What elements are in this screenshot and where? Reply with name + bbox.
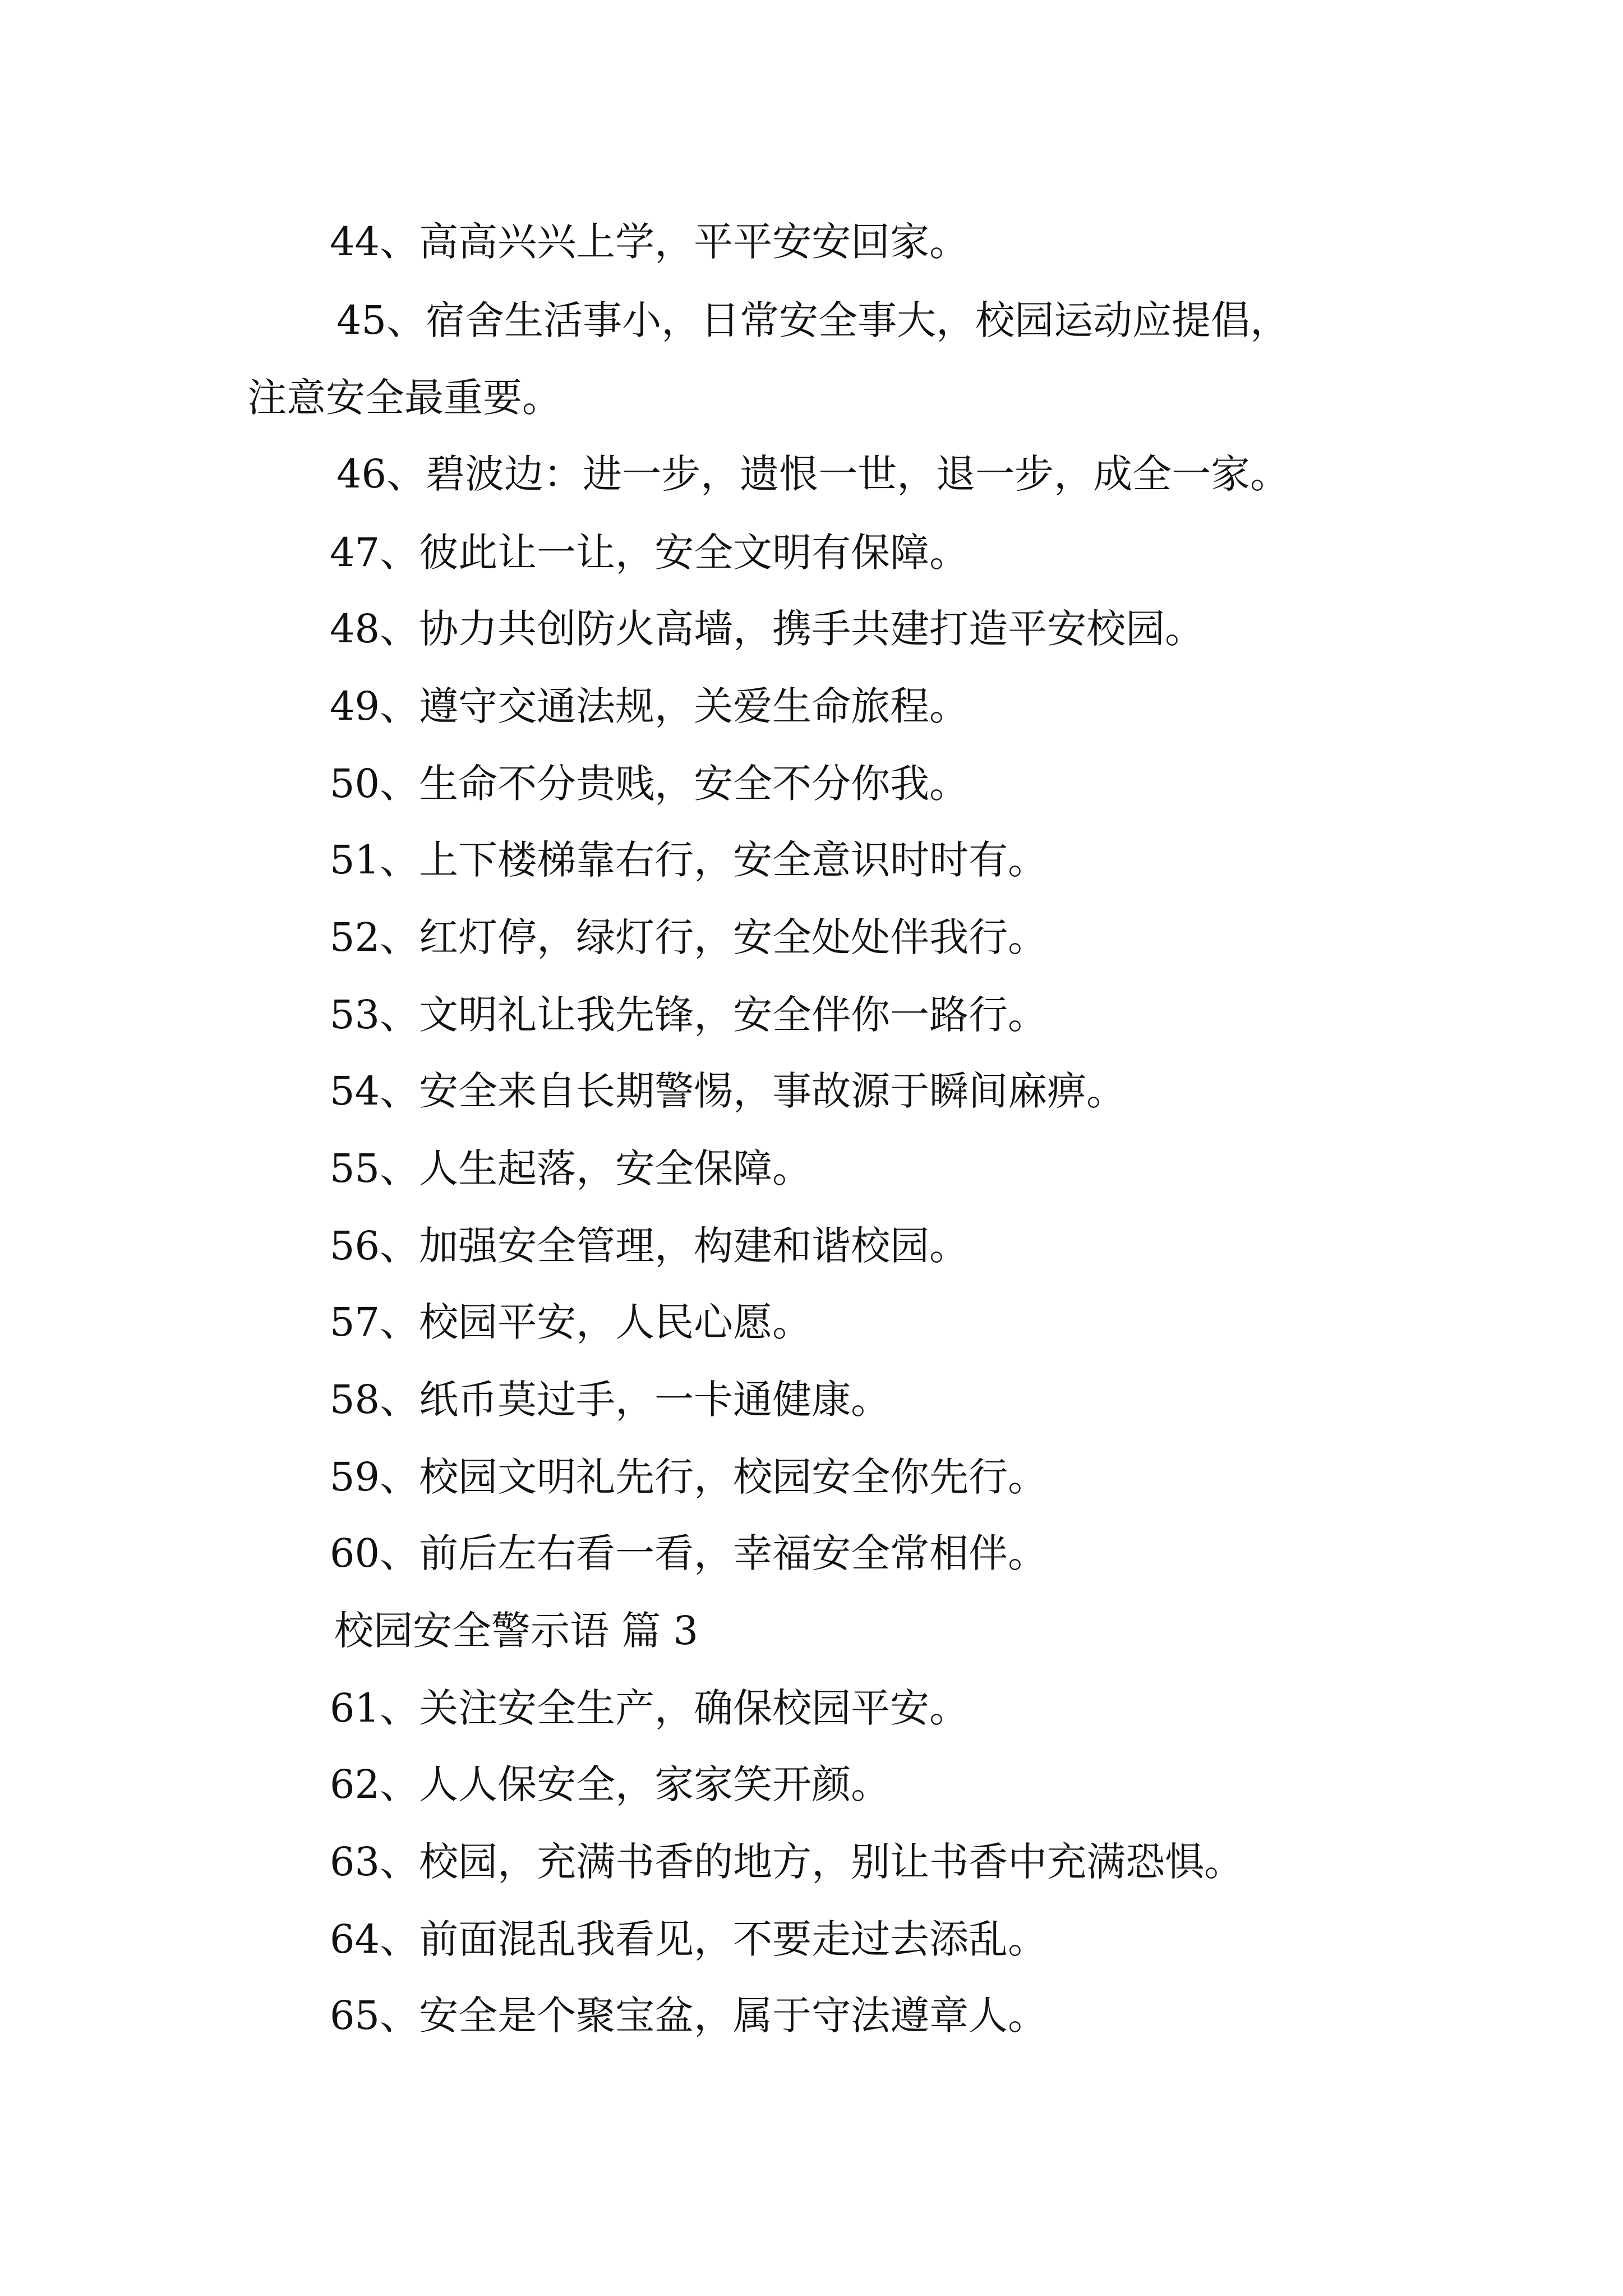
section-heading: 校园安全警示语 篇 3 xyxy=(334,1608,699,1654)
text-line: 65、安全是个聚宝盆，属于守法遵章人。 xyxy=(330,1993,1048,2039)
text-line: 62、人人保安全，家家笑开颜。 xyxy=(330,1761,891,1807)
text-line: 55、人生起落，安全保障。 xyxy=(330,1145,812,1191)
text-line: 47、彼此让一让，安全文明有保障。 xyxy=(330,530,969,576)
text-line: 53、文明礼让我先锋，安全伴你一路行。 xyxy=(330,992,1048,1038)
text-line: 49、遵守交通法规，关爱生命旅程。 xyxy=(330,683,969,729)
text-line: 45、宿舍生活事小，日常安全事大，校园运动应提倡， xyxy=(336,297,1290,343)
text-line: 60、前后左右看一看，幸福安全常相伴。 xyxy=(330,1530,1048,1576)
text-line: 46、碧波边：进一步，遗恨一世，退一步，成全一家。 xyxy=(336,451,1290,497)
text-line: 59、校园文明礼先行，校园安全你先行。 xyxy=(330,1454,1048,1500)
text-line: 50、生命不分贵贱，安全不分你我。 xyxy=(330,761,969,807)
text-line: 57、校园平安，人民心愿。 xyxy=(330,1299,812,1345)
text-line: 61、关注安全生产，确保校园平安。 xyxy=(330,1685,969,1731)
text-line: 51、上下楼梯靠右行，安全意识时时有。 xyxy=(330,837,1048,883)
text-line: 56、加强安全管理，构建和谐校园。 xyxy=(330,1223,969,1269)
text-line: 44、高高兴兴上学，平平安安回家。 xyxy=(330,219,969,265)
text-line: 64、前面混乱我看见，不要走过去添乱。 xyxy=(330,1916,1048,1962)
text-line: 63、校园，充满书香的地方，别让书香中充满恐惧。 xyxy=(330,1839,1244,1885)
text-line: 58、纸币莫过手，一卡通健康。 xyxy=(330,1377,891,1423)
text-line: 注意安全最重要。 xyxy=(247,375,561,421)
text-line: 48、协力共创防火高墙，携手共建打造平安校园。 xyxy=(330,606,1205,652)
text-line: 54、安全来自长期警惕，事故源于瞬间麻痹。 xyxy=(330,1068,1126,1114)
text-line: 52、红灯停，绿灯行，安全处处伴我行。 xyxy=(330,914,1048,960)
